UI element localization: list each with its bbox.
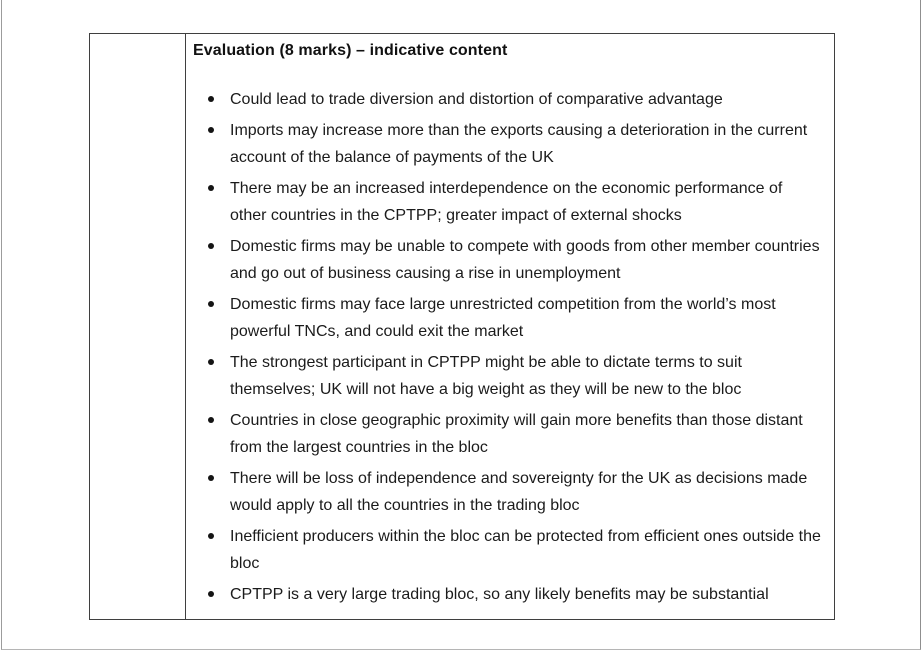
bullet-icon (208, 185, 214, 191)
list-item (193, 233, 822, 287)
bullet-icon (208, 591, 214, 597)
list-item (193, 175, 822, 229)
list-item (193, 291, 822, 345)
bullet-icon (208, 243, 214, 249)
bullet-icon (208, 301, 214, 307)
list-item-text: CPTPP is a very large trading bloc, so any likely benefits may be substantial (230, 586, 769, 603)
list-item-text: There may be an increased interdependence on the economic performance of other countries in the CPTPP; greater impact of external shocks (230, 180, 783, 224)
bullet-icon (208, 127, 214, 133)
list-item-text: The strongest participant in CPTPP might be able to dictate terms to suit themselves; UK will not have a big weight as they will be new to the bloc (230, 354, 742, 398)
list-item-text: Domestic firms may be unable to compete with goods from other member countries and go out of business causing a rise in unemployment (230, 238, 820, 282)
mark-scheme-table (89, 33, 835, 620)
indicative-content-list (193, 86, 822, 608)
list-item (193, 407, 822, 461)
list-item (193, 349, 822, 403)
bullet-icon (208, 359, 214, 365)
bullet-icon (208, 96, 214, 102)
list-item (193, 523, 822, 577)
list-item (193, 465, 822, 519)
list-item-text: Inefficient producers within the bloc can be protected from efficient ones outside the bloc (230, 528, 821, 572)
list-item-text: Domestic firms may face large unrestricted competition from the world’s most powerful TNCs, and could exit the market (230, 296, 776, 340)
bullet-icon (208, 417, 214, 423)
list-item-text: Imports may increase more than the exports causing a deterioration in the current account of the balance of payments of the UK (230, 122, 808, 166)
bullet-icon (208, 533, 214, 539)
table-cell-content (186, 34, 834, 619)
document-page (1, 0, 921, 650)
list-item-text: Could lead to trade diversion and distortion of comparative advantage (230, 91, 723, 108)
table-cell-empty (90, 34, 186, 619)
list-item (193, 86, 822, 113)
bullet-icon (208, 475, 214, 481)
list-item (193, 581, 822, 608)
list-item-text: There will be loss of independence and sovereignty for the UK as decisions made would apply to all the countries in the trading bloc (230, 470, 808, 514)
section-heading: Evaluation (8 marks) – indicative content (193, 42, 508, 59)
list-item (193, 117, 822, 171)
list-item-text: Countries in close geographic proximity will gain more benefits than those distant from the largest countries in the bloc (230, 412, 803, 456)
